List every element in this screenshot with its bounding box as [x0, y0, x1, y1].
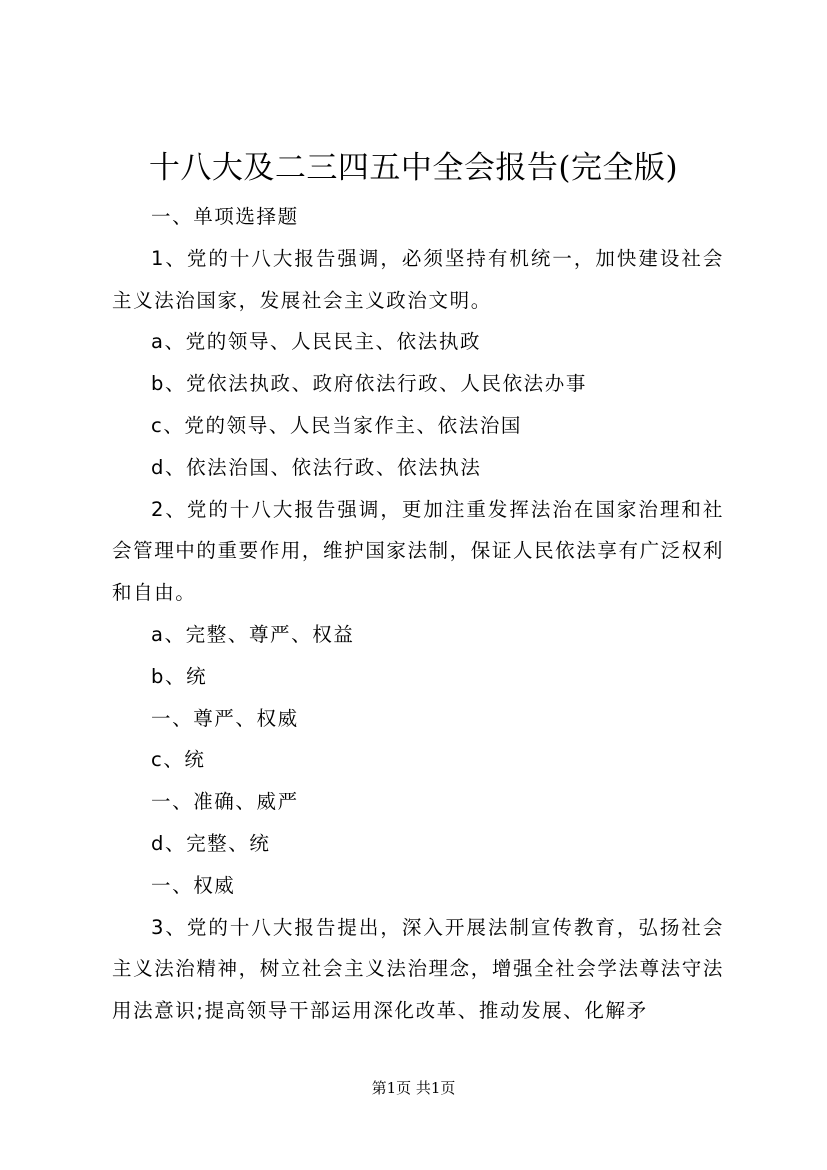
- question-2-option-a: a、完整、尊严、权益: [151, 622, 355, 646]
- page-number-footer: 第1页 共1页: [371, 1079, 456, 1097]
- question-2-option-d: d、完整、统: [151, 831, 271, 855]
- document-title: 十八大及二三四五中全会报告(完全版): [148, 150, 679, 186]
- question-2-option-c: c、统: [151, 748, 206, 772]
- question-1-option-b: b、党依法执政、政府依法行政、人民依法办事: [151, 372, 587, 396]
- question-1: 1、党的十八大报告强调，必须坚持有机统一，加快建设社会主义法治国家，发展社会主义政治文明。: [112, 246, 724, 312]
- document-body: [112, 196, 724, 1032]
- question-1-option-d: d、依法治国、依法行政、依法执法: [151, 455, 482, 479]
- question-3: 3、党的十八大报告提出，深入开展法制宣传教育，弘扬社会主义法治精神，树立社会主义法治理念，增强全社会学法尊法守法用法意识;提高领导干部运用深化改革、推动发展、化解矛: [112, 915, 724, 1023]
- section-heading: 一、单项选择题: [151, 205, 299, 228]
- question-1-option-c: c、党的领导、人民当家作主、依法治国: [151, 413, 523, 437]
- question-2-option-d-continued: 一、权威: [151, 873, 236, 897]
- question-1-option-a: a、党的领导、人民民主、依法执政: [151, 330, 482, 354]
- question-2-option-b: b、统: [151, 664, 208, 688]
- question-2-option-b-continued: 一、尊严、权威: [151, 706, 299, 730]
- question-2-option-c-continued: 一、准确、威严: [151, 790, 299, 814]
- question-2: 2、党的十八大报告强调，更加注重发挥法治在国家治理和社会管理中的重要作用，维护国家法制，保证人民依法享有广泛权利和自由。: [112, 497, 724, 605]
